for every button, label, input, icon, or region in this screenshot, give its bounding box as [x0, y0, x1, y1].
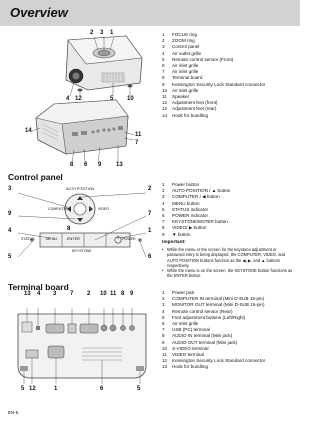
section-title: Terminal board [8, 282, 69, 292]
callout: 1 [110, 30, 114, 36]
list-item: 1 Power jack [162, 290, 195, 295]
list-item: 4 Remote control sensor (Rear) [162, 308, 233, 314]
callout: 11 [110, 291, 117, 297]
list-item: 3 COMPUTER / ◀ button [162, 194, 220, 200]
list-item: 4 MENU button [162, 200, 200, 206]
callout: 14 [25, 128, 32, 134]
callout: 6 [148, 254, 152, 260]
list-item: 1 Power button [162, 182, 200, 187]
list-item: 9 AUDIO OUT terminal (Mini jack) [162, 339, 238, 345]
status-label: STATUS [21, 237, 35, 241]
list-item: 8 AUDIO IN terminal (Mini jack) [162, 333, 233, 339]
audio-out-port [130, 326, 135, 331]
power-label: POWER [122, 237, 136, 241]
note-item: • While the menu is on the screen, the KEYSTONE button functions as the ENTER button. [162, 268, 293, 279]
monitor-out-port [46, 324, 64, 333]
callout: 10 [127, 96, 134, 102]
computer-label: COMPUTER [48, 207, 69, 211]
callout: 1 [54, 386, 58, 392]
list-item: 2 COMPUTER IN terminal (Mini D-SUB 15-pin) [162, 296, 265, 302]
page-number: EN-6 [8, 410, 19, 415]
callout: 12 [75, 96, 82, 102]
callout: 10 [100, 291, 107, 297]
callout: 7 [70, 291, 74, 297]
callout: 13 [116, 162, 123, 168]
enter-button[interactable]: ENTER [67, 237, 80, 241]
callout: 4 [8, 228, 12, 234]
list-item: 10 Air inlet grille [162, 87, 199, 93]
callout: 7 [148, 211, 152, 217]
list-item: 5 STATUS indicator [162, 206, 209, 212]
list-item: 12 Adjustment feet (front) [162, 100, 218, 106]
page-title: Overview [10, 5, 68, 20]
callout: 13 [24, 291, 31, 297]
s-video-port [101, 325, 107, 331]
callout: 8 [70, 162, 74, 168]
callout: 9 [8, 211, 12, 217]
list-item: 2 ZOOM ring [162, 38, 195, 44]
projector-rear-view [32, 100, 134, 162]
section-title: Control panel [8, 172, 63, 182]
computer-in-port [80, 324, 98, 333]
callout: 7 [135, 140, 139, 146]
list-item: 6 POWER indicator [162, 213, 208, 219]
menu-button[interactable]: MENU [46, 237, 58, 241]
callout: 2 [148, 186, 152, 192]
callout: 2 [87, 291, 91, 297]
control-panel-diagram [12, 183, 152, 268]
list-item: 5 Foot adjustment buttons (Left/Right) [162, 314, 246, 320]
video-label: VIDEO [98, 207, 110, 211]
callout: 3 [53, 291, 57, 297]
list-item: 3 MONITOR OUT terminal (Mini D-SUB 15-pin) [162, 302, 265, 308]
foot-button-left [20, 366, 28, 371]
list-item: 3 Control panel [162, 44, 200, 50]
callout: 5 [8, 254, 12, 260]
list-item: 8 VIDEO/ ▶ button [162, 225, 207, 231]
list-item: 13 Hook for bundling [162, 364, 209, 370]
callout: 5 [21, 386, 25, 392]
terminal-board-diagram [12, 300, 152, 392]
note-item: • While the menu or the screen for the keystone adjustment or password entry is being displayed, the COMPUTER, VIDEO, and AUTO POSITION buttons function as the ◀, ▶, and ▲ buttons respectively. [162, 247, 286, 268]
audio-in-port [121, 326, 126, 331]
foot-button-right [136, 366, 144, 371]
hook-icon [22, 322, 32, 332]
list-item: 7 KEYSTONE/ENTER button [162, 219, 228, 225]
list-item: 8 Terminal board [162, 75, 203, 81]
callout: 9 [130, 291, 134, 297]
video-port [110, 325, 116, 331]
important-notes [162, 247, 294, 279]
callout: 3 [8, 186, 12, 192]
callout: 8 [67, 226, 71, 232]
control-panel-list [162, 182, 297, 238]
list-item: 7 USB (PC) terminal [162, 327, 210, 333]
callout: 11 [135, 132, 142, 138]
list-item: 6 Air inlet grille [162, 63, 199, 69]
usb-port [68, 324, 76, 333]
callout: 4 [37, 291, 41, 297]
list-item: 1 FOCUS ring [162, 32, 198, 37]
auto-position-label: AUTO POSITION [66, 187, 95, 191]
kensington-lock-icon [26, 350, 38, 358]
list-item: 4 Air outlet grille [162, 50, 202, 56]
callout: 3 [100, 30, 104, 36]
callout: 6 [84, 162, 88, 168]
callout: 9 [98, 162, 102, 168]
power-indicator [138, 238, 142, 242]
callout: 4 [66, 96, 70, 102]
list-item: 9 Kensington Security Lock Standard connector [162, 81, 266, 87]
overview-parts-list [162, 32, 297, 119]
list-item: 14 Hook for bundling [162, 112, 209, 118]
terminal-board-list [162, 290, 297, 371]
list-item: 11 Speaker [162, 94, 190, 100]
remote-sensor-icon [36, 326, 40, 330]
keystone-label: KEYSTONE [72, 249, 92, 253]
projector-front-view [66, 36, 142, 96]
list-item: 7 Air inlet grille [162, 69, 199, 75]
callout: 5 [137, 386, 141, 392]
list-item: 12 Kensington Security Lock Standard connector [162, 358, 266, 364]
list-item: 2 AUTO POSITION / ▲ button [162, 188, 231, 194]
list-item: 5 Remote control sensor (Front) [162, 56, 234, 62]
list-item: 13 Adjustment feet (rear) [162, 106, 217, 112]
list-item: 9 ▼ button [162, 231, 191, 237]
callout: 12 [29, 386, 36, 392]
list-item: 11 VIDEO terminal [162, 352, 204, 358]
callout: 2 [90, 30, 94, 36]
callout: 5 [110, 96, 114, 102]
callout: 8 [121, 291, 125, 297]
callout: 1 [148, 228, 152, 234]
callout: 6 [100, 386, 104, 392]
important-heading: Important: [162, 240, 186, 245]
list-item: 10 S-VIDEO terminal [162, 345, 209, 351]
power-jack [48, 346, 64, 358]
list-item: 6 Air inlet grille [162, 321, 199, 327]
